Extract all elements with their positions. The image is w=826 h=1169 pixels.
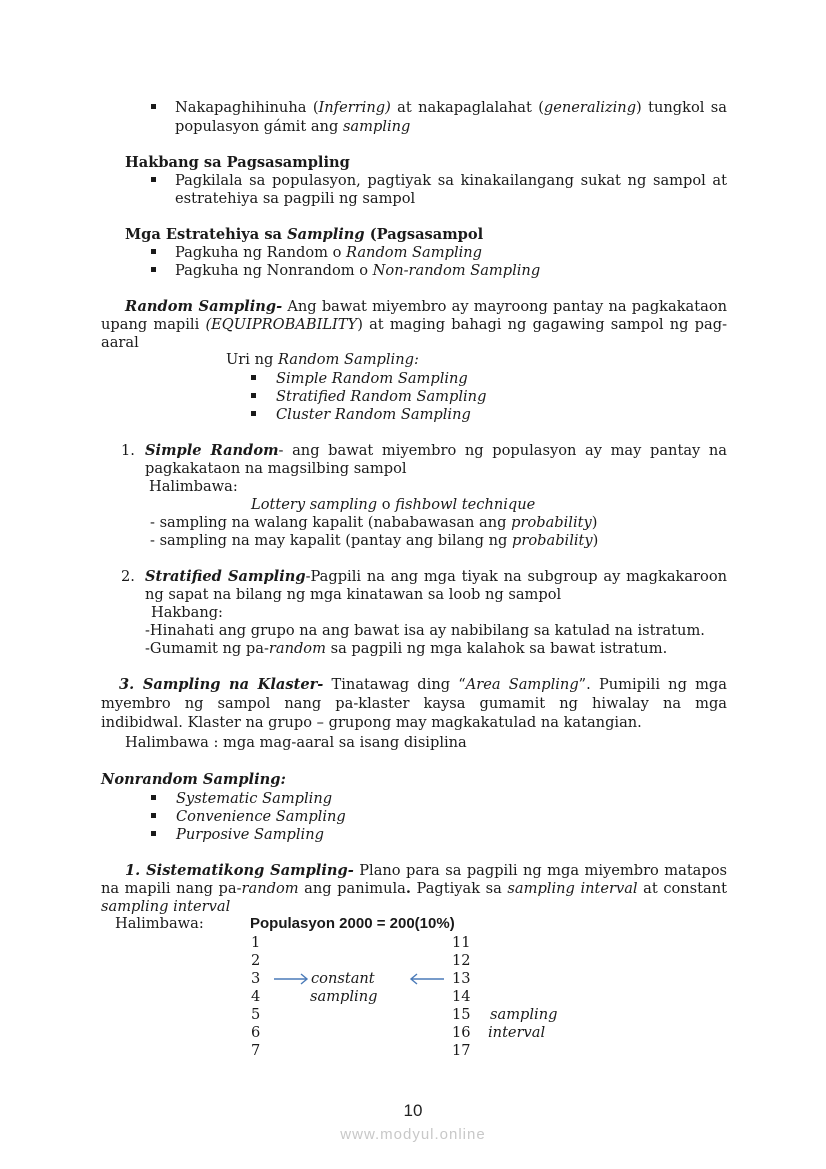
right-number: 15 — [452, 1006, 471, 1023]
interval-label: sampling — [490, 1006, 558, 1023]
page-number: 10 — [403, 1101, 423, 1120]
left-number: 6 — [251, 1024, 261, 1041]
right-number: 13 — [452, 970, 471, 987]
simple-example: Lottery sampling o fishbowl technique — [251, 496, 536, 513]
top-bullet-line2: populasyon gámit ang sampling — [175, 118, 411, 135]
hakbang-heading: Hakbang sa Pagsasampling — [125, 154, 350, 171]
arrow-left-icon — [409, 973, 445, 985]
bullet-marker — [251, 375, 256, 380]
bullet-marker — [151, 831, 156, 836]
sistematiko-line3: sampling interval — [101, 898, 231, 915]
bullet-marker — [151, 267, 156, 272]
watermark: www.modyul.online — [340, 1126, 486, 1143]
random-line2: upang mapili (EQUIPROBABILITY) at maging bahagi ng gagawing sampol ng pag- — [101, 316, 727, 333]
nonrandom-type-item: Convenience Sampling — [176, 808, 346, 825]
left-number: 3 — [251, 970, 261, 987]
left-number: 5 — [251, 1006, 261, 1023]
random-type-item: Simple Random Sampling — [276, 370, 468, 387]
bullet-marker — [151, 104, 156, 109]
list-number: 1. — [121, 442, 135, 459]
random-line1: Random Sampling- Ang bawat miyembro ay mayroong pantay na pagkakataon — [125, 298, 728, 315]
bullet-marker — [151, 813, 156, 818]
random-type-item: Stratified Random Sampling — [276, 388, 487, 405]
populasyon-heading: Populasyon 2000 = 200(10%) — [250, 915, 455, 932]
bullet-marker — [251, 411, 256, 416]
hakbang-line2: estratehiya sa pagpili ng sampol — [175, 190, 416, 207]
estratehiya-item-nonrandom: Pagkuha ng Nonrandom o Non-random Sampling — [175, 262, 541, 279]
left-number: 4 — [251, 988, 261, 1005]
klaster-example: Halimbawa : mga mag-aaral sa isang disiplina — [125, 734, 467, 751]
sistematiko-line2: na mapili nang pa-random ang panimula. Pagtiyak sa sampling interval at constant — [101, 880, 727, 897]
left-number: 1 — [251, 934, 261, 951]
bullet-marker — [151, 249, 156, 254]
klaster-line1: 3. Sampling na Klaster- Tinatawag ding “Area Sampling”. Pumipili ng mga — [119, 676, 727, 693]
stratified-step-1: -Hinahati ang grupo na ang bawat isa ay nabibilang sa katulad na istratum. — [145, 622, 705, 639]
interval-label: interval — [488, 1024, 546, 1041]
bullet-marker — [251, 393, 256, 398]
list-number: 2. — [121, 568, 135, 585]
estratehiya-item-random: Pagkuha ng Random o Random Sampling — [175, 244, 483, 261]
arrow-right-icon — [273, 973, 309, 985]
simple-detail-2: - sampling na may kapalit (pantay ang bilang ng probability) — [150, 532, 599, 549]
random-line3: aaral — [101, 334, 139, 351]
left-number: 7 — [251, 1042, 261, 1059]
stratified-steps-label: Hakbang: — [151, 604, 223, 621]
left-number: 2 — [251, 952, 261, 969]
klaster-line2: myembro ng sampol nang pa-klaster kaysa gumamit ng hiwalay na mga — [101, 695, 727, 712]
stratified-step-2: -Gumamit ng pa-random sa pagpili ng mga kalahok sa bawat istratum. — [145, 640, 668, 657]
stratified-line2: ng sapat na bilang ng mga kinatawan sa loob ng sampol — [145, 586, 562, 603]
right-number: 11 — [452, 934, 471, 951]
right-number: 17 — [452, 1042, 471, 1059]
constant-label: constant — [311, 970, 375, 987]
klaster-line3: indibidwal. Klaster na grupo – grupong may magkakatulad na katangian. — [101, 714, 642, 731]
right-number: 14 — [452, 988, 471, 1005]
top-bullet-line1: Nakapaghihinuha (Inferring) at nakapaglalahat (generalizing) tungkol sa — [175, 99, 727, 116]
constant-label: sampling — [310, 988, 378, 1005]
simple-example-label: Halimbawa: — [149, 478, 238, 495]
sistematiko-line1: 1. Sistematikong Sampling- Plano para sa pagpili ng mga miyembro matapos — [125, 862, 728, 879]
nonrandom-heading: Nonrandom Sampling: — [101, 771, 286, 788]
nonrandom-type-item: Systematic Sampling — [176, 790, 333, 807]
simple-line2: pagkakataon na magsilbing sampol — [145, 460, 407, 477]
simple-detail-1: - sampling na walang kapalit (nababawasan ang probability) — [150, 514, 598, 531]
right-number: 12 — [452, 952, 471, 969]
bullet-marker — [151, 177, 156, 182]
right-number: 16 — [452, 1024, 471, 1041]
hakbang-line1: Pagkilala sa populasyon, pagtiyak sa kinakailangang sukat ng sampol at — [175, 172, 727, 189]
random-type-item: Cluster Random Sampling — [276, 406, 471, 423]
simple-line1: Simple Random- ang bawat miyembro ng populasyon ay may pantay na — [145, 442, 727, 459]
nonrandom-type-item: Purposive Sampling — [176, 826, 324, 843]
stratified-line1: Stratified Sampling-Pagpili na ang mga tiyak na subgroup ay magkakaroon — [145, 568, 728, 585]
bullet-marker — [151, 795, 156, 800]
random-types-heading: Uri ng Random Sampling: — [226, 351, 419, 368]
estratehiya-heading: Mga Estratehiya sa Sampling (Pagsasampol — [125, 226, 484, 243]
sistematiko-example-label: Halimbawa: — [115, 915, 204, 932]
